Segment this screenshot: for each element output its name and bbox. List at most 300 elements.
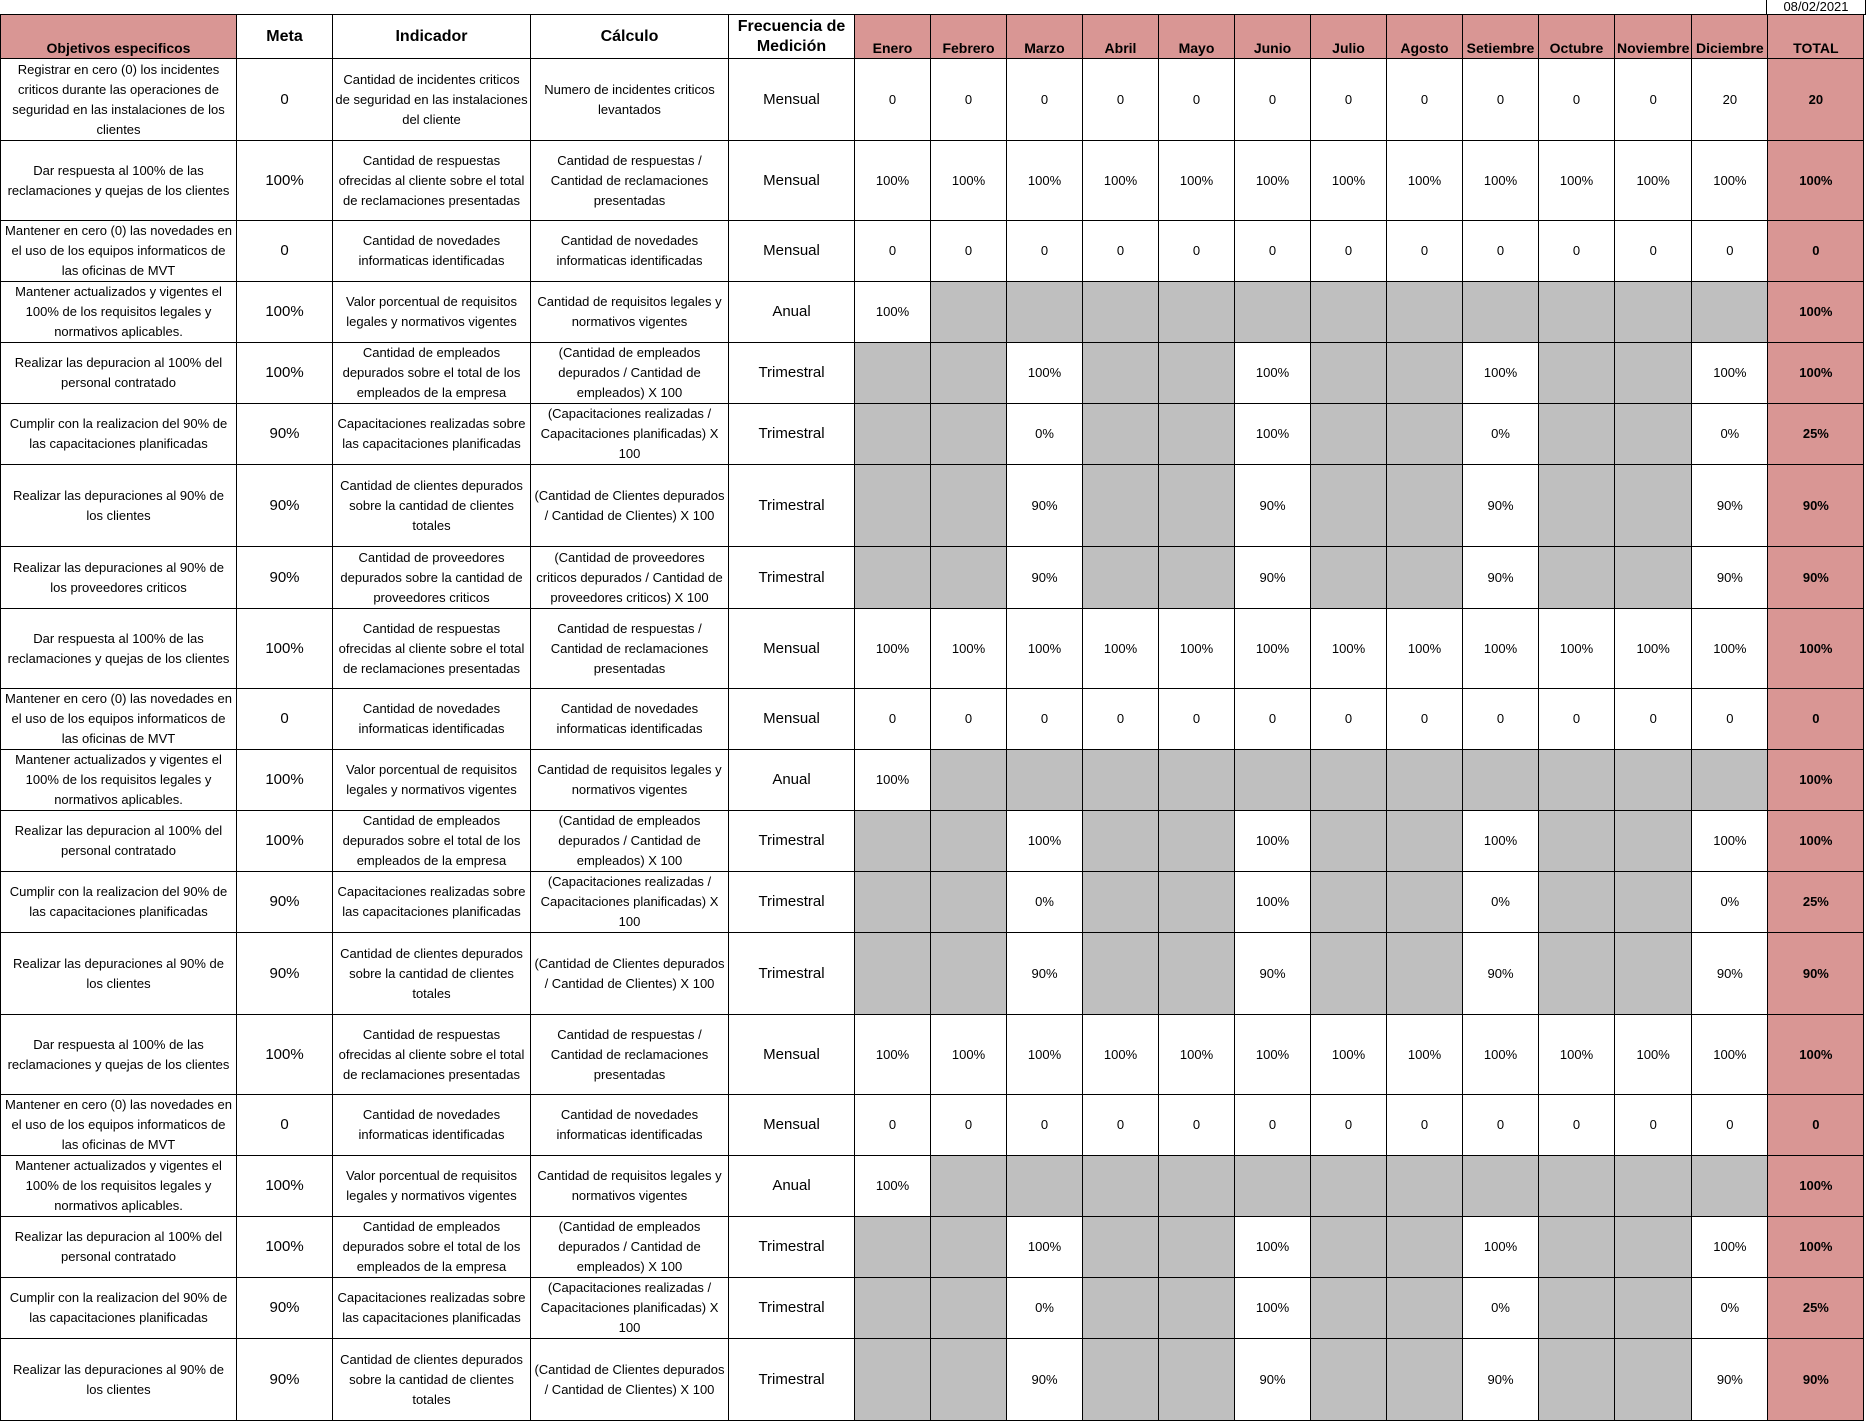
cell-frecuencia[interactable]: Anual — [729, 282, 855, 343]
cell-month-empty[interactable] — [1083, 343, 1159, 404]
cell-month[interactable]: 90% — [1463, 465, 1539, 547]
cell-month[interactable]: 100% — [1615, 141, 1692, 221]
cell-month-empty[interactable] — [1539, 465, 1615, 547]
cell-objetivo[interactable]: Realizar las depuracion al 100% del personal contratado — [1, 343, 237, 404]
cell-objetivo[interactable]: Cumplir con la realizacion del 90% de las capacitaciones planificadas — [1, 404, 237, 465]
cell-frecuencia[interactable]: Trimestral — [729, 933, 855, 1015]
cell-month-empty[interactable] — [931, 811, 1007, 872]
cell-month[interactable]: 0 — [931, 1095, 1007, 1156]
cell-month-empty[interactable] — [1387, 404, 1463, 465]
cell-month-empty[interactable] — [1159, 343, 1235, 404]
cell-indicador[interactable]: Cantidad de respuestas ofrecidas al cliente sobre el total de reclamaciones presentadas — [333, 609, 531, 689]
cell-frecuencia[interactable]: Mensual — [729, 609, 855, 689]
cell-month-empty[interactable] — [1083, 1278, 1159, 1339]
cell-month[interactable]: 100% — [1463, 811, 1539, 872]
cell-month-empty[interactable] — [1539, 282, 1615, 343]
cell-month[interactable]: 0 — [1235, 59, 1311, 141]
cell-total[interactable]: 25% — [1768, 404, 1864, 465]
cell-month[interactable]: 0 — [1159, 1095, 1235, 1156]
cell-month-empty[interactable] — [1615, 1217, 1692, 1278]
header-month[interactable]: Diciembre — [1692, 15, 1768, 59]
cell-month-empty[interactable] — [1615, 282, 1692, 343]
cell-month-empty[interactable] — [855, 1339, 931, 1421]
cell-month-empty[interactable] — [1387, 872, 1463, 933]
cell-meta[interactable]: 100% — [237, 343, 333, 404]
cell-month[interactable]: 100% — [855, 1015, 931, 1095]
cell-meta[interactable]: 90% — [237, 547, 333, 609]
cell-frecuencia[interactable]: Mensual — [729, 59, 855, 141]
cell-month[interactable]: 100% — [1235, 872, 1311, 933]
header-month[interactable]: Enero — [855, 15, 931, 59]
cell-month-empty[interactable] — [931, 933, 1007, 1015]
cell-month[interactable]: 100% — [1463, 141, 1539, 221]
cell-indicador[interactable]: Cantidad de novedades informaticas identificadas — [333, 689, 531, 750]
cell-month-empty[interactable] — [1615, 465, 1692, 547]
cell-month[interactable]: 0 — [855, 689, 931, 750]
cell-objetivo[interactable]: Cumplir con la realizacion del 90% de las capacitaciones planificadas — [1, 1278, 237, 1339]
cell-month[interactable]: 100% — [931, 1015, 1007, 1095]
cell-indicador[interactable]: Cantidad de novedades informaticas identificadas — [333, 221, 531, 282]
cell-month[interactable]: 100% — [1539, 609, 1615, 689]
cell-frecuencia[interactable]: Trimestral — [729, 1339, 855, 1421]
cell-month-empty[interactable] — [931, 465, 1007, 547]
cell-month-empty[interactable] — [1539, 1217, 1615, 1278]
cell-month-empty[interactable] — [1387, 343, 1463, 404]
cell-calculo[interactable]: (Cantidad de proveedores criticos depurados / Cantidad de proveedores criticos) X 100 — [531, 547, 729, 609]
cell-meta[interactable]: 90% — [237, 465, 333, 547]
cell-month-empty[interactable] — [931, 343, 1007, 404]
cell-month[interactable]: 0 — [1463, 1095, 1539, 1156]
cell-month-empty[interactable] — [1083, 1156, 1159, 1217]
cell-total[interactable]: 100% — [1768, 811, 1864, 872]
cell-month[interactable]: 0% — [1463, 1278, 1539, 1339]
cell-total[interactable]: 25% — [1768, 872, 1864, 933]
cell-month-empty[interactable] — [1615, 547, 1692, 609]
cell-objetivo[interactable]: Realizar las depuraciones al 90% de los clientes — [1, 1339, 237, 1421]
cell-total[interactable]: 100% — [1768, 343, 1864, 404]
cell-month[interactable]: 100% — [1463, 343, 1539, 404]
cell-month-empty[interactable] — [855, 1217, 931, 1278]
cell-month[interactable]: 90% — [1235, 547, 1311, 609]
cell-meta[interactable]: 100% — [237, 1217, 333, 1278]
cell-month-empty[interactable] — [1083, 750, 1159, 811]
cell-month[interactable]: 100% — [855, 750, 931, 811]
cell-month-empty[interactable] — [1159, 282, 1235, 343]
cell-calculo[interactable]: Cantidad de novedades informaticas identificadas — [531, 221, 729, 282]
cell-month[interactable]: 100% — [1235, 141, 1311, 221]
cell-month-empty[interactable] — [1615, 811, 1692, 872]
header-month[interactable]: Junio — [1235, 15, 1311, 59]
cell-month[interactable]: 0 — [855, 59, 931, 141]
cell-frecuencia[interactable]: Trimestral — [729, 547, 855, 609]
cell-month[interactable]: 90% — [1692, 933, 1768, 1015]
cell-month[interactable]: 0% — [1692, 1278, 1768, 1339]
cell-month[interactable]: 100% — [1463, 1217, 1539, 1278]
cell-meta[interactable]: 100% — [237, 750, 333, 811]
cell-indicador[interactable]: Cantidad de clientes depurados sobre la cantidad de clientes totales — [333, 465, 531, 547]
cell-month[interactable]: 0 — [1235, 689, 1311, 750]
cell-month-empty[interactable] — [1235, 282, 1311, 343]
cell-objetivo[interactable]: Realizar las depuraciones al 90% de los clientes — [1, 933, 237, 1015]
cell-month-empty[interactable] — [1539, 933, 1615, 1015]
cell-month[interactable]: 100% — [1083, 609, 1159, 689]
cell-month-empty[interactable] — [1463, 282, 1539, 343]
cell-calculo[interactable]: (Capacitaciones realizadas / Capacitaciones planificadas) X 100 — [531, 1278, 729, 1339]
cell-meta[interactable]: 90% — [237, 1278, 333, 1339]
cell-month[interactable]: 100% — [1692, 1015, 1768, 1095]
cell-month[interactable]: 100% — [1311, 141, 1387, 221]
cell-month-empty[interactable] — [855, 547, 931, 609]
cell-indicador[interactable]: Cantidad de clientes depurados sobre la cantidad de clientes totales — [333, 933, 531, 1015]
cell-month[interactable]: 100% — [1692, 811, 1768, 872]
cell-month-empty[interactable] — [1387, 1339, 1463, 1421]
cell-month-empty[interactable] — [1387, 547, 1463, 609]
cell-month[interactable]: 0 — [1615, 1095, 1692, 1156]
cell-total[interactable]: 20 — [1768, 59, 1864, 141]
cell-month-empty[interactable] — [1539, 404, 1615, 465]
cell-frecuencia[interactable]: Trimestral — [729, 465, 855, 547]
cell-month-empty[interactable] — [1083, 547, 1159, 609]
cell-meta[interactable]: 90% — [237, 404, 333, 465]
cell-month[interactable]: 100% — [1387, 1015, 1463, 1095]
cell-indicador[interactable]: Capacitaciones realizadas sobre las capacitaciones planificadas — [333, 872, 531, 933]
cell-total[interactable]: 100% — [1768, 282, 1864, 343]
cell-month[interactable]: 100% — [1083, 141, 1159, 221]
cell-indicador[interactable]: Valor porcentual de requisitos legales y normativos vigentes — [333, 282, 531, 343]
cell-frecuencia[interactable]: Mensual — [729, 141, 855, 221]
cell-month-empty[interactable] — [1311, 811, 1387, 872]
cell-objetivo[interactable]: Realizar las depuracion al 100% del personal contratado — [1, 1217, 237, 1278]
cell-month[interactable]: 100% — [855, 282, 931, 343]
cell-month[interactable]: 90% — [1692, 547, 1768, 609]
cell-month-empty[interactable] — [1463, 750, 1539, 811]
cell-indicador[interactable]: Cantidad de clientes depurados sobre la cantidad de clientes totales — [333, 1339, 531, 1421]
cell-month[interactable]: 100% — [1235, 609, 1311, 689]
cell-month[interactable]: 0 — [855, 221, 931, 282]
cell-month-empty[interactable] — [1539, 811, 1615, 872]
cell-calculo[interactable]: Cantidad de respuestas / Cantidad de reclamaciones presentadas — [531, 609, 729, 689]
cell-month[interactable]: 100% — [1692, 609, 1768, 689]
cell-meta[interactable]: 100% — [237, 141, 333, 221]
cell-month-empty[interactable] — [931, 1278, 1007, 1339]
cell-month[interactable]: 0 — [1083, 689, 1159, 750]
header-month[interactable]: Julio — [1311, 15, 1387, 59]
cell-objetivo[interactable]: Cumplir con la realizacion del 90% de las capacitaciones planificadas — [1, 872, 237, 933]
cell-month-empty[interactable] — [1615, 933, 1692, 1015]
cell-calculo[interactable]: Numero de incidentes criticos levantados — [531, 59, 729, 141]
cell-total[interactable]: 90% — [1768, 933, 1864, 1015]
cell-calculo[interactable]: Cantidad de requisitos legales y normativos vigentes — [531, 750, 729, 811]
cell-month[interactable]: 90% — [1007, 1339, 1083, 1421]
cell-month[interactable]: 0 — [855, 1095, 931, 1156]
cell-month[interactable]: 100% — [1235, 343, 1311, 404]
cell-month[interactable]: 0 — [1539, 221, 1615, 282]
cell-total[interactable]: 25% — [1768, 1278, 1864, 1339]
cell-month-empty[interactable] — [1159, 811, 1235, 872]
cell-objetivo[interactable]: Dar respuesta al 100% de las reclamaciones y quejas de los clientes — [1, 141, 237, 221]
cell-month[interactable]: 90% — [1463, 547, 1539, 609]
cell-month-empty[interactable] — [1083, 282, 1159, 343]
cell-total[interactable]: 100% — [1768, 1015, 1864, 1095]
cell-month-empty[interactable] — [1159, 1156, 1235, 1217]
cell-month[interactable]: 100% — [1463, 609, 1539, 689]
cell-month-empty[interactable] — [1615, 1278, 1692, 1339]
cell-indicador[interactable]: Cantidad de respuestas ofrecidas al cliente sobre el total de reclamaciones presentadas — [333, 141, 531, 221]
cell-month[interactable]: 0 — [1235, 1095, 1311, 1156]
cell-month-empty[interactable] — [855, 872, 931, 933]
cell-meta[interactable]: 100% — [237, 282, 333, 343]
cell-month-empty[interactable] — [1159, 465, 1235, 547]
cell-month[interactable]: 90% — [1235, 1339, 1311, 1421]
cell-month[interactable]: 0 — [1007, 1095, 1083, 1156]
cell-month-empty[interactable] — [855, 465, 931, 547]
cell-month[interactable]: 0% — [1463, 404, 1539, 465]
cell-month-empty[interactable] — [1615, 1156, 1692, 1217]
cell-meta[interactable]: 0 — [237, 689, 333, 750]
cell-calculo[interactable]: Cantidad de respuestas / Cantidad de reclamaciones presentadas — [531, 1015, 729, 1095]
cell-month-empty[interactable] — [1159, 1217, 1235, 1278]
cell-month[interactable]: 100% — [1463, 1015, 1539, 1095]
cell-month[interactable]: 0 — [1463, 221, 1539, 282]
cell-month[interactable]: 0 — [1539, 59, 1615, 141]
cell-month[interactable]: 0 — [1007, 221, 1083, 282]
cell-month-empty[interactable] — [1539, 1339, 1615, 1421]
cell-month-empty[interactable] — [1083, 933, 1159, 1015]
cell-month[interactable]: 0 — [1463, 689, 1539, 750]
cell-month-empty[interactable] — [1692, 1156, 1768, 1217]
cell-month[interactable]: 0 — [1615, 59, 1692, 141]
cell-month-empty[interactable] — [1387, 933, 1463, 1015]
cell-total[interactable]: 0 — [1768, 221, 1864, 282]
cell-month-empty[interactable] — [1539, 343, 1615, 404]
cell-month-empty[interactable] — [1311, 1278, 1387, 1339]
cell-month-empty[interactable] — [1311, 933, 1387, 1015]
cell-month-empty[interactable] — [1083, 811, 1159, 872]
cell-objetivo[interactable]: Mantener en cero (0) las novedades en el uso de los equipos informaticos de las oficinas de MVT — [1, 1095, 237, 1156]
cell-month[interactable]: 100% — [1159, 609, 1235, 689]
cell-objetivo[interactable]: Registrar en cero (0) los incidentes criticos durante las operaciones de seguridad en las instalaciones de los clientes — [1, 59, 237, 141]
cell-indicador[interactable]: Valor porcentual de requisitos legales y normativos vigentes — [333, 750, 531, 811]
cell-month[interactable]: 0 — [931, 689, 1007, 750]
header-month[interactable]: Octubre — [1539, 15, 1615, 59]
cell-month[interactable]: 0 — [1159, 59, 1235, 141]
cell-frecuencia[interactable]: Mensual — [729, 221, 855, 282]
cell-month-empty[interactable] — [1539, 547, 1615, 609]
cell-month[interactable]: 0 — [1007, 689, 1083, 750]
cell-month-empty[interactable] — [1615, 343, 1692, 404]
cell-month-empty[interactable] — [1539, 1156, 1615, 1217]
header-objetivos[interactable]: Objetivos especificos — [1, 15, 237, 59]
cell-month[interactable]: 20 — [1692, 59, 1768, 141]
cell-meta[interactable]: 100% — [237, 1156, 333, 1217]
cell-month-empty[interactable] — [1311, 465, 1387, 547]
cell-month[interactable]: 0 — [1692, 689, 1768, 750]
cell-month[interactable]: 0% — [1007, 404, 1083, 465]
cell-frecuencia[interactable]: Mensual — [729, 689, 855, 750]
cell-month[interactable]: 0 — [1387, 59, 1463, 141]
cell-meta[interactable]: 100% — [237, 1015, 333, 1095]
cell-month[interactable]: 100% — [855, 609, 931, 689]
cell-month[interactable]: 90% — [1007, 465, 1083, 547]
cell-month-empty[interactable] — [855, 404, 931, 465]
cell-month-empty[interactable] — [1083, 465, 1159, 547]
cell-month-empty[interactable] — [931, 1156, 1007, 1217]
cell-month-empty[interactable] — [1311, 547, 1387, 609]
cell-total[interactable]: 0 — [1768, 1095, 1864, 1156]
cell-indicador[interactable]: Cantidad de proveedores depurados sobre la cantidad de proveedores criticos — [333, 547, 531, 609]
header-indicador[interactable]: Indicador — [333, 15, 531, 59]
cell-total[interactable]: 100% — [1768, 750, 1864, 811]
cell-frecuencia[interactable]: Trimestral — [729, 811, 855, 872]
cell-month-empty[interactable] — [1463, 1156, 1539, 1217]
cell-objetivo[interactable]: Mantener actualizados y vigentes el 100% de los requisitos legales y normativos aplicables. — [1, 282, 237, 343]
cell-month-empty[interactable] — [1311, 750, 1387, 811]
cell-calculo[interactable]: Cantidad de requisitos legales y normativos vigentes — [531, 1156, 729, 1217]
cell-month-empty[interactable] — [1615, 750, 1692, 811]
cell-objetivo[interactable]: Mantener actualizados y vigentes el 100% de los requisitos legales y normativos aplicables. — [1, 1156, 237, 1217]
cell-month-empty[interactable] — [1311, 343, 1387, 404]
cell-month[interactable]: 90% — [1463, 933, 1539, 1015]
cell-frecuencia[interactable]: Mensual — [729, 1015, 855, 1095]
cell-month-empty[interactable] — [1007, 282, 1083, 343]
cell-month[interactable]: 90% — [1235, 933, 1311, 1015]
cell-month-empty[interactable] — [1311, 1156, 1387, 1217]
cell-month[interactable]: 0 — [1311, 689, 1387, 750]
cell-month-empty[interactable] — [1159, 750, 1235, 811]
cell-month[interactable]: 0 — [1692, 221, 1768, 282]
cell-month[interactable]: 100% — [1235, 1278, 1311, 1339]
cell-month-empty[interactable] — [1159, 404, 1235, 465]
cell-month[interactable]: 90% — [1692, 1339, 1768, 1421]
cell-month-empty[interactable] — [855, 343, 931, 404]
header-month[interactable]: Agosto — [1387, 15, 1463, 59]
cell-objetivo[interactable]: Dar respuesta al 100% de las reclamaciones y quejas de los clientes — [1, 609, 237, 689]
cell-month-empty[interactable] — [931, 282, 1007, 343]
cell-month-empty[interactable] — [1311, 282, 1387, 343]
cell-month[interactable]: 100% — [931, 141, 1007, 221]
cell-month[interactable]: 0% — [1692, 404, 1768, 465]
cell-month[interactable]: 0 — [1387, 1095, 1463, 1156]
cell-meta[interactable]: 90% — [237, 1339, 333, 1421]
cell-month[interactable]: 90% — [1692, 465, 1768, 547]
cell-total[interactable]: 90% — [1768, 547, 1864, 609]
cell-month[interactable]: 0 — [1387, 689, 1463, 750]
cell-total[interactable]: 100% — [1768, 141, 1864, 221]
cell-meta[interactable]: 0 — [237, 221, 333, 282]
cell-calculo[interactable]: Cantidad de respuestas / Cantidad de reclamaciones presentadas — [531, 141, 729, 221]
cell-month[interactable]: 100% — [1007, 1217, 1083, 1278]
cell-month[interactable]: 0 — [1311, 59, 1387, 141]
cell-month[interactable]: 100% — [1235, 1217, 1311, 1278]
cell-month[interactable]: 100% — [1692, 343, 1768, 404]
cell-month-empty[interactable] — [855, 1278, 931, 1339]
cell-month[interactable]: 0 — [1311, 221, 1387, 282]
cell-month-empty[interactable] — [1083, 1339, 1159, 1421]
cell-month-empty[interactable] — [1159, 1339, 1235, 1421]
cell-frecuencia[interactable]: Anual — [729, 1156, 855, 1217]
cell-month-empty[interactable] — [1311, 404, 1387, 465]
cell-meta[interactable]: 90% — [237, 933, 333, 1015]
cell-month[interactable]: 100% — [931, 609, 1007, 689]
cell-indicador[interactable]: Valor porcentual de requisitos legales y normativos vigentes — [333, 1156, 531, 1217]
header-total[interactable]: TOTAL — [1768, 15, 1864, 59]
cell-total[interactable]: 90% — [1768, 1339, 1864, 1421]
header-month[interactable]: Marzo — [1007, 15, 1083, 59]
cell-frecuencia[interactable]: Mensual — [729, 1095, 855, 1156]
cell-month[interactable]: 100% — [1083, 1015, 1159, 1095]
cell-month[interactable]: 0% — [1007, 1278, 1083, 1339]
cell-frecuencia[interactable]: Anual — [729, 750, 855, 811]
cell-meta[interactable]: 100% — [237, 609, 333, 689]
cell-month-empty[interactable] — [1311, 1339, 1387, 1421]
cell-month[interactable]: 0 — [931, 59, 1007, 141]
cell-month-empty[interactable] — [931, 404, 1007, 465]
cell-calculo[interactable]: Cantidad de requisitos legales y normativos vigentes — [531, 282, 729, 343]
cell-month[interactable]: 100% — [1615, 609, 1692, 689]
cell-month-empty[interactable] — [1539, 1278, 1615, 1339]
header-meta[interactable]: Meta — [237, 15, 333, 59]
cell-month-empty[interactable] — [1387, 1217, 1463, 1278]
cell-indicador[interactable]: Capacitaciones realizadas sobre las capacitaciones planificadas — [333, 1278, 531, 1339]
cell-month[interactable]: 100% — [1311, 609, 1387, 689]
cell-month-empty[interactable] — [931, 547, 1007, 609]
header-month[interactable]: Febrero — [931, 15, 1007, 59]
cell-month-empty[interactable] — [1159, 933, 1235, 1015]
cell-calculo[interactable]: (Capacitaciones realizadas / Capacitaciones planificadas) X 100 — [531, 872, 729, 933]
cell-objetivo[interactable]: Dar respuesta al 100% de las reclamaciones y quejas de los clientes — [1, 1015, 237, 1095]
cell-total[interactable]: 100% — [1768, 1156, 1864, 1217]
cell-month-empty[interactable] — [855, 933, 931, 1015]
cell-month-empty[interactable] — [1083, 1217, 1159, 1278]
cell-month-empty[interactable] — [855, 811, 931, 872]
cell-month[interactable]: 100% — [1007, 141, 1083, 221]
cell-month-empty[interactable] — [1615, 1339, 1692, 1421]
cell-month[interactable]: 0 — [1007, 59, 1083, 141]
cell-indicador[interactable]: Capacitaciones realizadas sobre las capacitaciones planificadas — [333, 404, 531, 465]
cell-month[interactable]: 100% — [1235, 404, 1311, 465]
cell-month[interactable]: 90% — [1007, 547, 1083, 609]
cell-month-empty[interactable] — [1311, 1217, 1387, 1278]
cell-month[interactable]: 0 — [1387, 221, 1463, 282]
cell-month-empty[interactable] — [931, 1339, 1007, 1421]
cell-month[interactable]: 100% — [1159, 141, 1235, 221]
cell-month-empty[interactable] — [1692, 282, 1768, 343]
cell-month-empty[interactable] — [1235, 1156, 1311, 1217]
cell-month[interactable]: 0 — [1235, 221, 1311, 282]
header-month[interactable]: Mayo — [1159, 15, 1235, 59]
cell-objetivo[interactable]: Mantener en cero (0) las novedades en el uso de los equipos informaticos de las oficinas de MVT — [1, 689, 237, 750]
cell-month[interactable]: 0% — [1007, 872, 1083, 933]
cell-calculo[interactable]: (Capacitaciones realizadas / Capacitaciones planificadas) X 100 — [531, 404, 729, 465]
cell-month-empty[interactable] — [931, 872, 1007, 933]
cell-month[interactable]: 100% — [1159, 1015, 1235, 1095]
cell-total[interactable]: 100% — [1768, 1217, 1864, 1278]
cell-month-empty[interactable] — [1692, 750, 1768, 811]
cell-frecuencia[interactable]: Trimestral — [729, 1217, 855, 1278]
cell-indicador[interactable]: Cantidad de novedades informaticas identificadas — [333, 1095, 531, 1156]
cell-month-empty[interactable] — [1615, 872, 1692, 933]
cell-frecuencia[interactable]: Trimestral — [729, 1278, 855, 1339]
cell-month[interactable]: 0 — [1311, 1095, 1387, 1156]
cell-month[interactable]: 0 — [1159, 221, 1235, 282]
cell-calculo[interactable]: Cantidad de novedades informaticas identificadas — [531, 1095, 729, 1156]
cell-meta[interactable]: 90% — [237, 872, 333, 933]
cell-meta[interactable]: 100% — [237, 811, 333, 872]
header-frecuencia[interactable]: Frecuencia de Medición — [729, 15, 855, 59]
cell-month-empty[interactable] — [1387, 811, 1463, 872]
cell-month[interactable]: 0 — [1463, 59, 1539, 141]
cell-month-empty[interactable] — [1083, 872, 1159, 933]
